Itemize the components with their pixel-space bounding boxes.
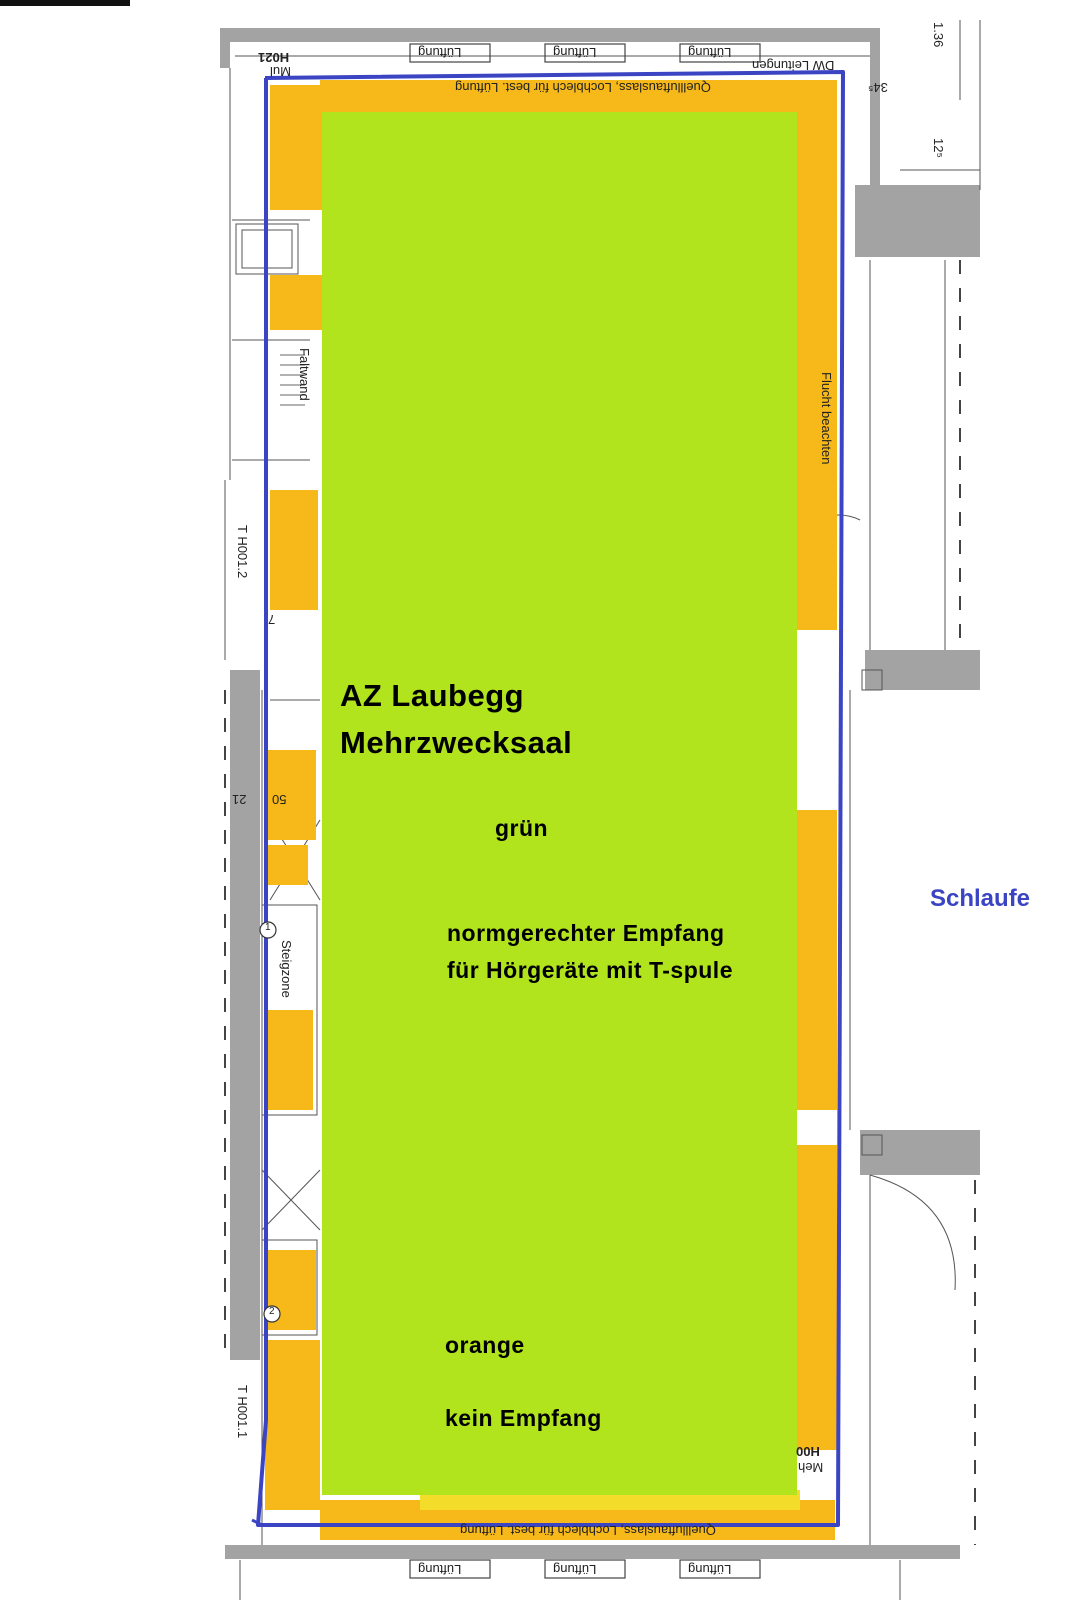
dim-21: 21 xyxy=(232,792,247,807)
green-label: grün xyxy=(495,815,549,841)
door-label-1: T H001.2 xyxy=(235,525,250,579)
dw-label: DW Leitungen xyxy=(752,58,835,73)
title-line-2: Mehrzwecksaal xyxy=(340,725,573,760)
steigzone-label: Steigzone xyxy=(279,940,294,998)
vent-top-label: Quellluftauslass, Lochblech für best. Lüftung xyxy=(455,80,711,95)
orange-label: orange xyxy=(445,1332,525,1358)
dim-50: 50 xyxy=(272,792,287,807)
dim-125: 12⁵ xyxy=(931,138,946,158)
title-line-1: AZ Laubegg xyxy=(340,678,525,713)
duct-label-4: Lüftung xyxy=(418,1562,462,1577)
door-label-2: T H001.1 xyxy=(235,1385,250,1439)
duct-label-2: Lüftung xyxy=(553,45,597,60)
room-bottom-label: H00 xyxy=(796,1444,820,1459)
flucht-label: Flucht beachten xyxy=(819,372,834,465)
room-top-prefix: Mul xyxy=(270,64,291,79)
green-desc-line-1: normgerechter Empfang xyxy=(447,920,725,946)
dim-7: 7 xyxy=(268,612,276,627)
room-top-label: H021 xyxy=(258,50,290,65)
faltwand-label: Faltwand xyxy=(297,348,312,401)
duct-label-3: Lüftung xyxy=(688,45,732,60)
vent-bottom-label: Quellluftauslass, Lochblech für best. Lüftung xyxy=(460,1523,716,1538)
duct-label-5: Lüftung xyxy=(553,1562,597,1577)
orange-desc: kein Empfang xyxy=(445,1405,602,1431)
circle-1-label: 1 xyxy=(265,922,271,933)
duct-label-6: Lüftung xyxy=(688,1562,732,1577)
circle-2-label: 2 xyxy=(269,1306,275,1317)
green-zone xyxy=(322,112,797,1495)
dim-345: 34⁵ xyxy=(868,80,888,95)
green-desc-line-2: für Hörgeräte mit T-spule xyxy=(447,957,733,983)
duct-label-1: Lüftung xyxy=(418,45,462,60)
loop-label: Schlaufe xyxy=(930,885,1031,912)
room-bottom-prefix: Meh xyxy=(798,1460,824,1475)
corner-bar xyxy=(0,0,130,6)
dim-136: 1.36 xyxy=(931,22,946,48)
